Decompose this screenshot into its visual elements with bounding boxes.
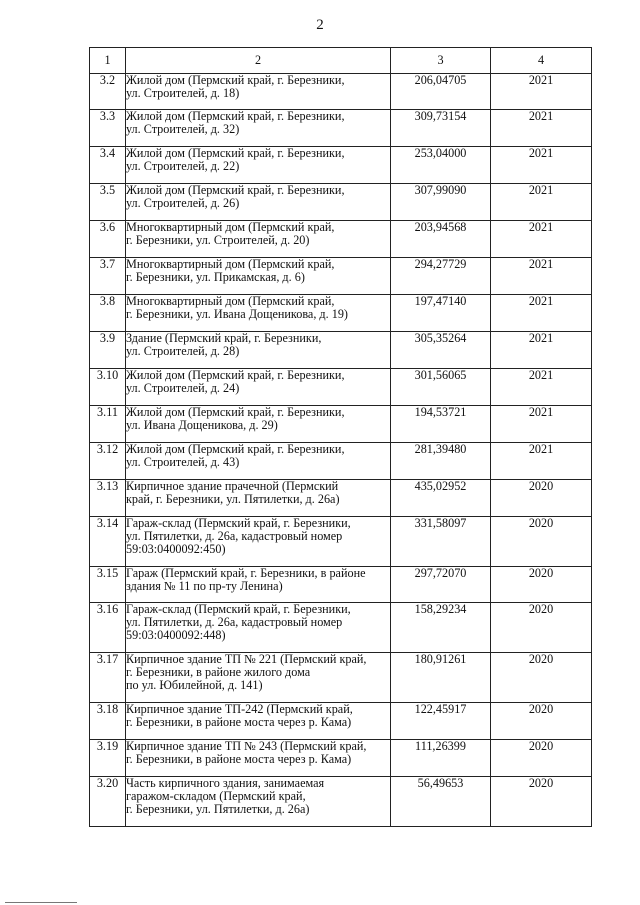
table-row <box>90 184 592 221</box>
object-name-line: г. Березники, в районе моста через р. Кама) <box>126 752 352 766</box>
object-name <box>126 740 391 777</box>
object-name <box>126 517 391 567</box>
object-name-line: гаражом-складом (Пермский край, <box>126 789 306 803</box>
object-name-line: край, г. Березники, ул. Пятилетки, д. 26а) <box>126 492 340 506</box>
table-row <box>90 295 592 332</box>
object-value: 301,56065 <box>391 369 491 406</box>
row-number: 3.5 <box>90 184 126 221</box>
row-number: 3.11 <box>90 406 126 443</box>
object-name-line: здания № 11 по пр-ту Ленина) <box>126 579 283 593</box>
object-name-line: Многоквартирный дом (Пермский край, <box>126 220 335 234</box>
object-name <box>126 567 391 603</box>
table-header-row <box>90 48 592 74</box>
object-value: 206,04705 <box>391 74 491 110</box>
row-number: 3.7 <box>90 258 126 295</box>
object-value: 281,39480 <box>391 443 491 480</box>
object-name-line: г. Березники, в районе жилого дома <box>126 665 311 679</box>
row-number: 3.6 <box>90 221 126 258</box>
object-name <box>126 332 391 369</box>
object-name-line: ул. Строителей, д. 18) <box>126 86 240 100</box>
object-name-line: Многоквартирный дом (Пермский край, <box>126 257 335 271</box>
object-year: 2021 <box>491 443 592 480</box>
object-name-line: ул. Строителей, д. 26) <box>126 196 240 210</box>
object-name-line: Кирпичное здание ТП № 243 (Пермский край, <box>126 739 367 753</box>
object-year: 2020 <box>491 703 592 740</box>
object-value: 56,49653 <box>391 777 491 827</box>
object-name-line: 59:03:0400092:448) <box>126 628 226 642</box>
row-number: 3.18 <box>90 703 126 740</box>
object-name-line: Кирпичное здание ТП № 221 (Пермский край, <box>126 652 367 666</box>
object-name <box>126 443 391 480</box>
object-name-line: ул. Строителей, д. 28) <box>126 344 240 358</box>
object-year: 2020 <box>491 653 592 703</box>
object-year: 2021 <box>491 406 592 443</box>
object-name-line: г. Березники, ул. Ивана Дощеникова, д. 19) <box>126 307 348 321</box>
table-row <box>90 740 592 777</box>
object-name <box>126 777 391 827</box>
object-value: 307,99090 <box>391 184 491 221</box>
object-name-line: г. Березники, ул. Строителей, д. 20) <box>126 233 310 247</box>
row-number: 3.17 <box>90 653 126 703</box>
object-name <box>126 369 391 406</box>
table-row <box>90 221 592 258</box>
table-row <box>90 147 592 184</box>
table-row <box>90 369 592 406</box>
object-name <box>126 184 391 221</box>
object-name <box>126 258 391 295</box>
table-row <box>90 480 592 517</box>
object-name-line: по ул. Юбилейной, д. 141) <box>126 678 263 692</box>
object-name-line: Жилой дом (Пермский край, г. Березники, <box>126 146 345 160</box>
object-name-line: Кирпичное здание прачечной (Пермский <box>126 479 339 493</box>
object-name-line: ул. Строителей, д. 22) <box>126 159 240 173</box>
object-year: 2021 <box>491 221 592 258</box>
object-year: 2020 <box>491 740 592 777</box>
row-number: 3.19 <box>90 740 126 777</box>
row-number: 3.12 <box>90 443 126 480</box>
object-name-line: Жилой дом (Пермский край, г. Березники, <box>126 442 345 456</box>
object-value: 197,47140 <box>391 295 491 332</box>
object-year: 2020 <box>491 777 592 827</box>
object-year: 2020 <box>491 480 592 517</box>
object-name-line: ул. Строителей, д. 32) <box>126 122 240 136</box>
footnote-divider <box>5 902 77 903</box>
column-header: 3 <box>391 48 491 74</box>
object-name-line: ул. Пятилетки, д. 26а, кадастровый номер <box>126 529 343 543</box>
object-value: 203,94568 <box>391 221 491 258</box>
object-year: 2020 <box>491 517 592 567</box>
object-year: 2021 <box>491 332 592 369</box>
row-number: 3.10 <box>90 369 126 406</box>
object-name-line: ул. Ивана Дощеникова, д. 29) <box>126 418 278 432</box>
object-year: 2021 <box>491 369 592 406</box>
column-header: 4 <box>491 48 592 74</box>
row-number: 3.3 <box>90 110 126 147</box>
table-row <box>90 110 592 147</box>
object-name-line: Жилой дом (Пермский край, г. Березники, <box>126 109 345 123</box>
row-number: 3.13 <box>90 480 126 517</box>
object-name <box>126 147 391 184</box>
object-value: 111,26399 <box>391 740 491 777</box>
object-value: 194,53721 <box>391 406 491 443</box>
object-year: 2021 <box>491 258 592 295</box>
object-name-line: ул. Пятилетки, д. 26а, кадастровый номер <box>126 615 343 629</box>
object-value: 435,02952 <box>391 480 491 517</box>
object-name <box>126 295 391 332</box>
object-year: 2021 <box>491 110 592 147</box>
table-body <box>90 74 592 827</box>
object-name <box>126 603 391 653</box>
object-year: 2021 <box>491 295 592 332</box>
object-value: 294,27729 <box>391 258 491 295</box>
table-row <box>90 777 592 827</box>
table-row <box>90 567 592 603</box>
table-row <box>90 443 592 480</box>
row-number: 3.20 <box>90 777 126 827</box>
object-name <box>126 74 391 110</box>
row-number: 3.2 <box>90 74 126 110</box>
object-name-line: Гараж-склад (Пермский край, г. Березники, <box>126 516 351 530</box>
object-name-line: Жилой дом (Пермский край, г. Березники, <box>126 183 345 197</box>
object-name-line: Здание (Пермский край, г. Березники, <box>126 331 322 345</box>
object-name-line: Часть кирпичного здания, занимаемая <box>126 776 325 790</box>
row-number: 3.8 <box>90 295 126 332</box>
row-number: 3.14 <box>90 517 126 567</box>
object-name-line: Кирпичное здание ТП-242 (Пермский край, <box>126 702 353 716</box>
object-name-line: Гараж (Пермский край, г. Березники, в районе <box>126 566 366 580</box>
object-name <box>126 110 391 147</box>
object-year: 2021 <box>491 147 592 184</box>
object-year: 2021 <box>491 184 592 221</box>
object-name <box>126 480 391 517</box>
row-number: 3.16 <box>90 603 126 653</box>
object-name-line: Жилой дом (Пермский край, г. Березники, <box>126 73 345 87</box>
object-value: 158,29234 <box>391 603 491 653</box>
table-row <box>90 703 592 740</box>
column-header: 1 <box>90 48 126 74</box>
row-number: 3.4 <box>90 147 126 184</box>
object-name <box>126 406 391 443</box>
object-name-line: 59:03:0400092:450) <box>126 542 226 556</box>
object-name <box>126 221 391 258</box>
object-name-line: г. Березники, ул. Прикамская, д. 6) <box>126 270 305 284</box>
object-value: 180,91261 <box>391 653 491 703</box>
object-value: 253,04000 <box>391 147 491 184</box>
table-row <box>90 517 592 567</box>
object-name <box>126 703 391 740</box>
table-row <box>90 258 592 295</box>
object-year: 2020 <box>491 603 592 653</box>
object-value: 305,35264 <box>391 332 491 369</box>
object-name-line: ул. Строителей, д. 24) <box>126 381 240 395</box>
object-name-line: Гараж-склад (Пермский край, г. Березники, <box>126 602 351 616</box>
object-year: 2020 <box>491 567 592 603</box>
object-name-line: ул. Строителей, д. 43) <box>126 455 240 469</box>
table-row <box>90 74 592 110</box>
page-number: 2 <box>316 17 324 33</box>
row-number: 3.9 <box>90 332 126 369</box>
object-value: 331,58097 <box>391 517 491 567</box>
object-name-line: г. Березники, ул. Пятилетки, д. 26а) <box>126 802 310 816</box>
object-value: 122,45917 <box>391 703 491 740</box>
object-value: 297,72070 <box>391 567 491 603</box>
data-table <box>89 47 592 827</box>
object-name <box>126 653 391 703</box>
object-year: 2021 <box>491 74 592 110</box>
object-name-line: Жилой дом (Пермский край, г. Березники, <box>126 405 345 419</box>
object-value: 309,73154 <box>391 110 491 147</box>
object-name-line: Жилой дом (Пермский край, г. Березники, <box>126 368 345 382</box>
table-row <box>90 603 592 653</box>
row-number: 3.15 <box>90 567 126 603</box>
object-name-line: г. Березники, в районе моста через р. Кама) <box>126 715 352 729</box>
object-name-line: Многоквартирный дом (Пермский край, <box>126 294 335 308</box>
table-row <box>90 332 592 369</box>
table-row <box>90 406 592 443</box>
column-header: 2 <box>126 48 391 74</box>
table-row <box>90 653 592 703</box>
